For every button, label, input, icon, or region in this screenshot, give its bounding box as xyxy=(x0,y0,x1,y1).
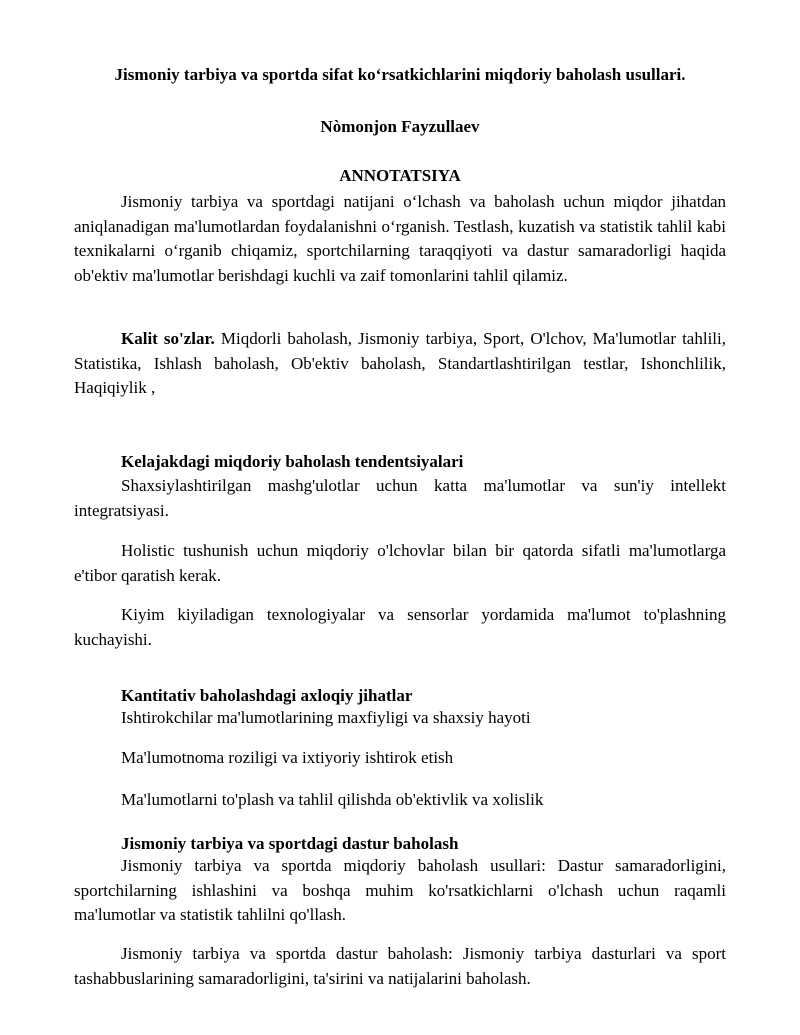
section1-paragraph-3: Kiyim kiyiladigan texnologiyalar va sensorlar yordamida ma'lumot to'plashning kuchayishi. xyxy=(74,605,726,649)
ethics-line-1: Ishtirokchilar ma'lumotlarining maxfiyligi va shaxsiy hayoti xyxy=(121,708,531,727)
keywords-paragraph xyxy=(74,327,726,401)
section3-paragraph-1: Jismoniy tarbiya va sportda miqdoriy baholash usullari: Dastur samaradorligini, sportchilarning ishlashini va boshqa muhim ko'rsatkichlarni o'lchash uchun raqamli ma'lumotlar va statistik tahlilni qo'llash. xyxy=(74,856,726,924)
section-heading-program-evaluation: Jismoniy tarbiya va sportdagi dastur baholash xyxy=(121,834,459,853)
ethics-line-3: Ma'lumotlarni to'plash va tahlil qilishda ob'ektivlik va xolislik xyxy=(121,790,544,809)
paper-title: Jismoniy tarbiya va sportda sifat ko‘rsatkichlarini miqdoriy baholash usullari. xyxy=(114,65,686,84)
annotation-paragraph: Jismoniy tarbiya va sportdagi natijani o‘lchash va baholash uchun miqdor jihatdan aniqlanadigan ma'lumotlardan foydalanishni o‘rganish. Testlash, kuzatish va statistik tahlil kabi texnikalarni o‘rganib chiqamiz, sportchilarning taraqqiyoti va dastur samaradorligi haqida ob'ektiv ma'lumotlar berishdagi kuchli va zaif tomonlarini tahlil qilamiz. xyxy=(74,192,726,285)
annotation-heading: ANNOTATSIYA xyxy=(339,166,461,185)
section3-paragraph-2: Jismoniy tarbiya va sportda dastur baholash: Jismoniy tarbiya dasturlari va sport tashabbuslarining samaradorligini, ta'sirini va natijalarini baholash. xyxy=(74,944,726,988)
keywords-text: Miqdorli baholash, Jismoniy tarbiya, Sport, O'lchov, Ma'lumotlar tahlili, Statistika, Ishlash baholash, Ob'ektiv baholash, Standartlashtirilgan testlar, Ishonchlilik, Haqiqiylik , xyxy=(74,329,726,397)
section-heading-ethics: Kantitativ baholashdagi axloqiy jihatlar xyxy=(121,686,413,705)
section1-paragraph-1: Shaxsiylashtirilgan mashg'ulotlar uchun katta ma'lumotlar va sun'iy intellekt integratsiyasi. xyxy=(74,476,726,520)
ethics-line-2: Ma'lumotnoma roziligi va ixtiyoriy ishtirok etish xyxy=(121,748,454,767)
section-heading-future-trends: Kelajakdagi miqdoriy baholash tendentsiyalari xyxy=(121,452,464,471)
author-name: Nòmonjon Fayzullaev xyxy=(320,117,480,136)
keywords-label: Kalit so'zlar. xyxy=(121,329,215,348)
section1-paragraph-2: Holistic tushunish uchun miqdoriy o'lchovlar bilan bir qatorda sifatli ma'lumotlarga e'tibor qaratish kerak. xyxy=(74,541,726,585)
